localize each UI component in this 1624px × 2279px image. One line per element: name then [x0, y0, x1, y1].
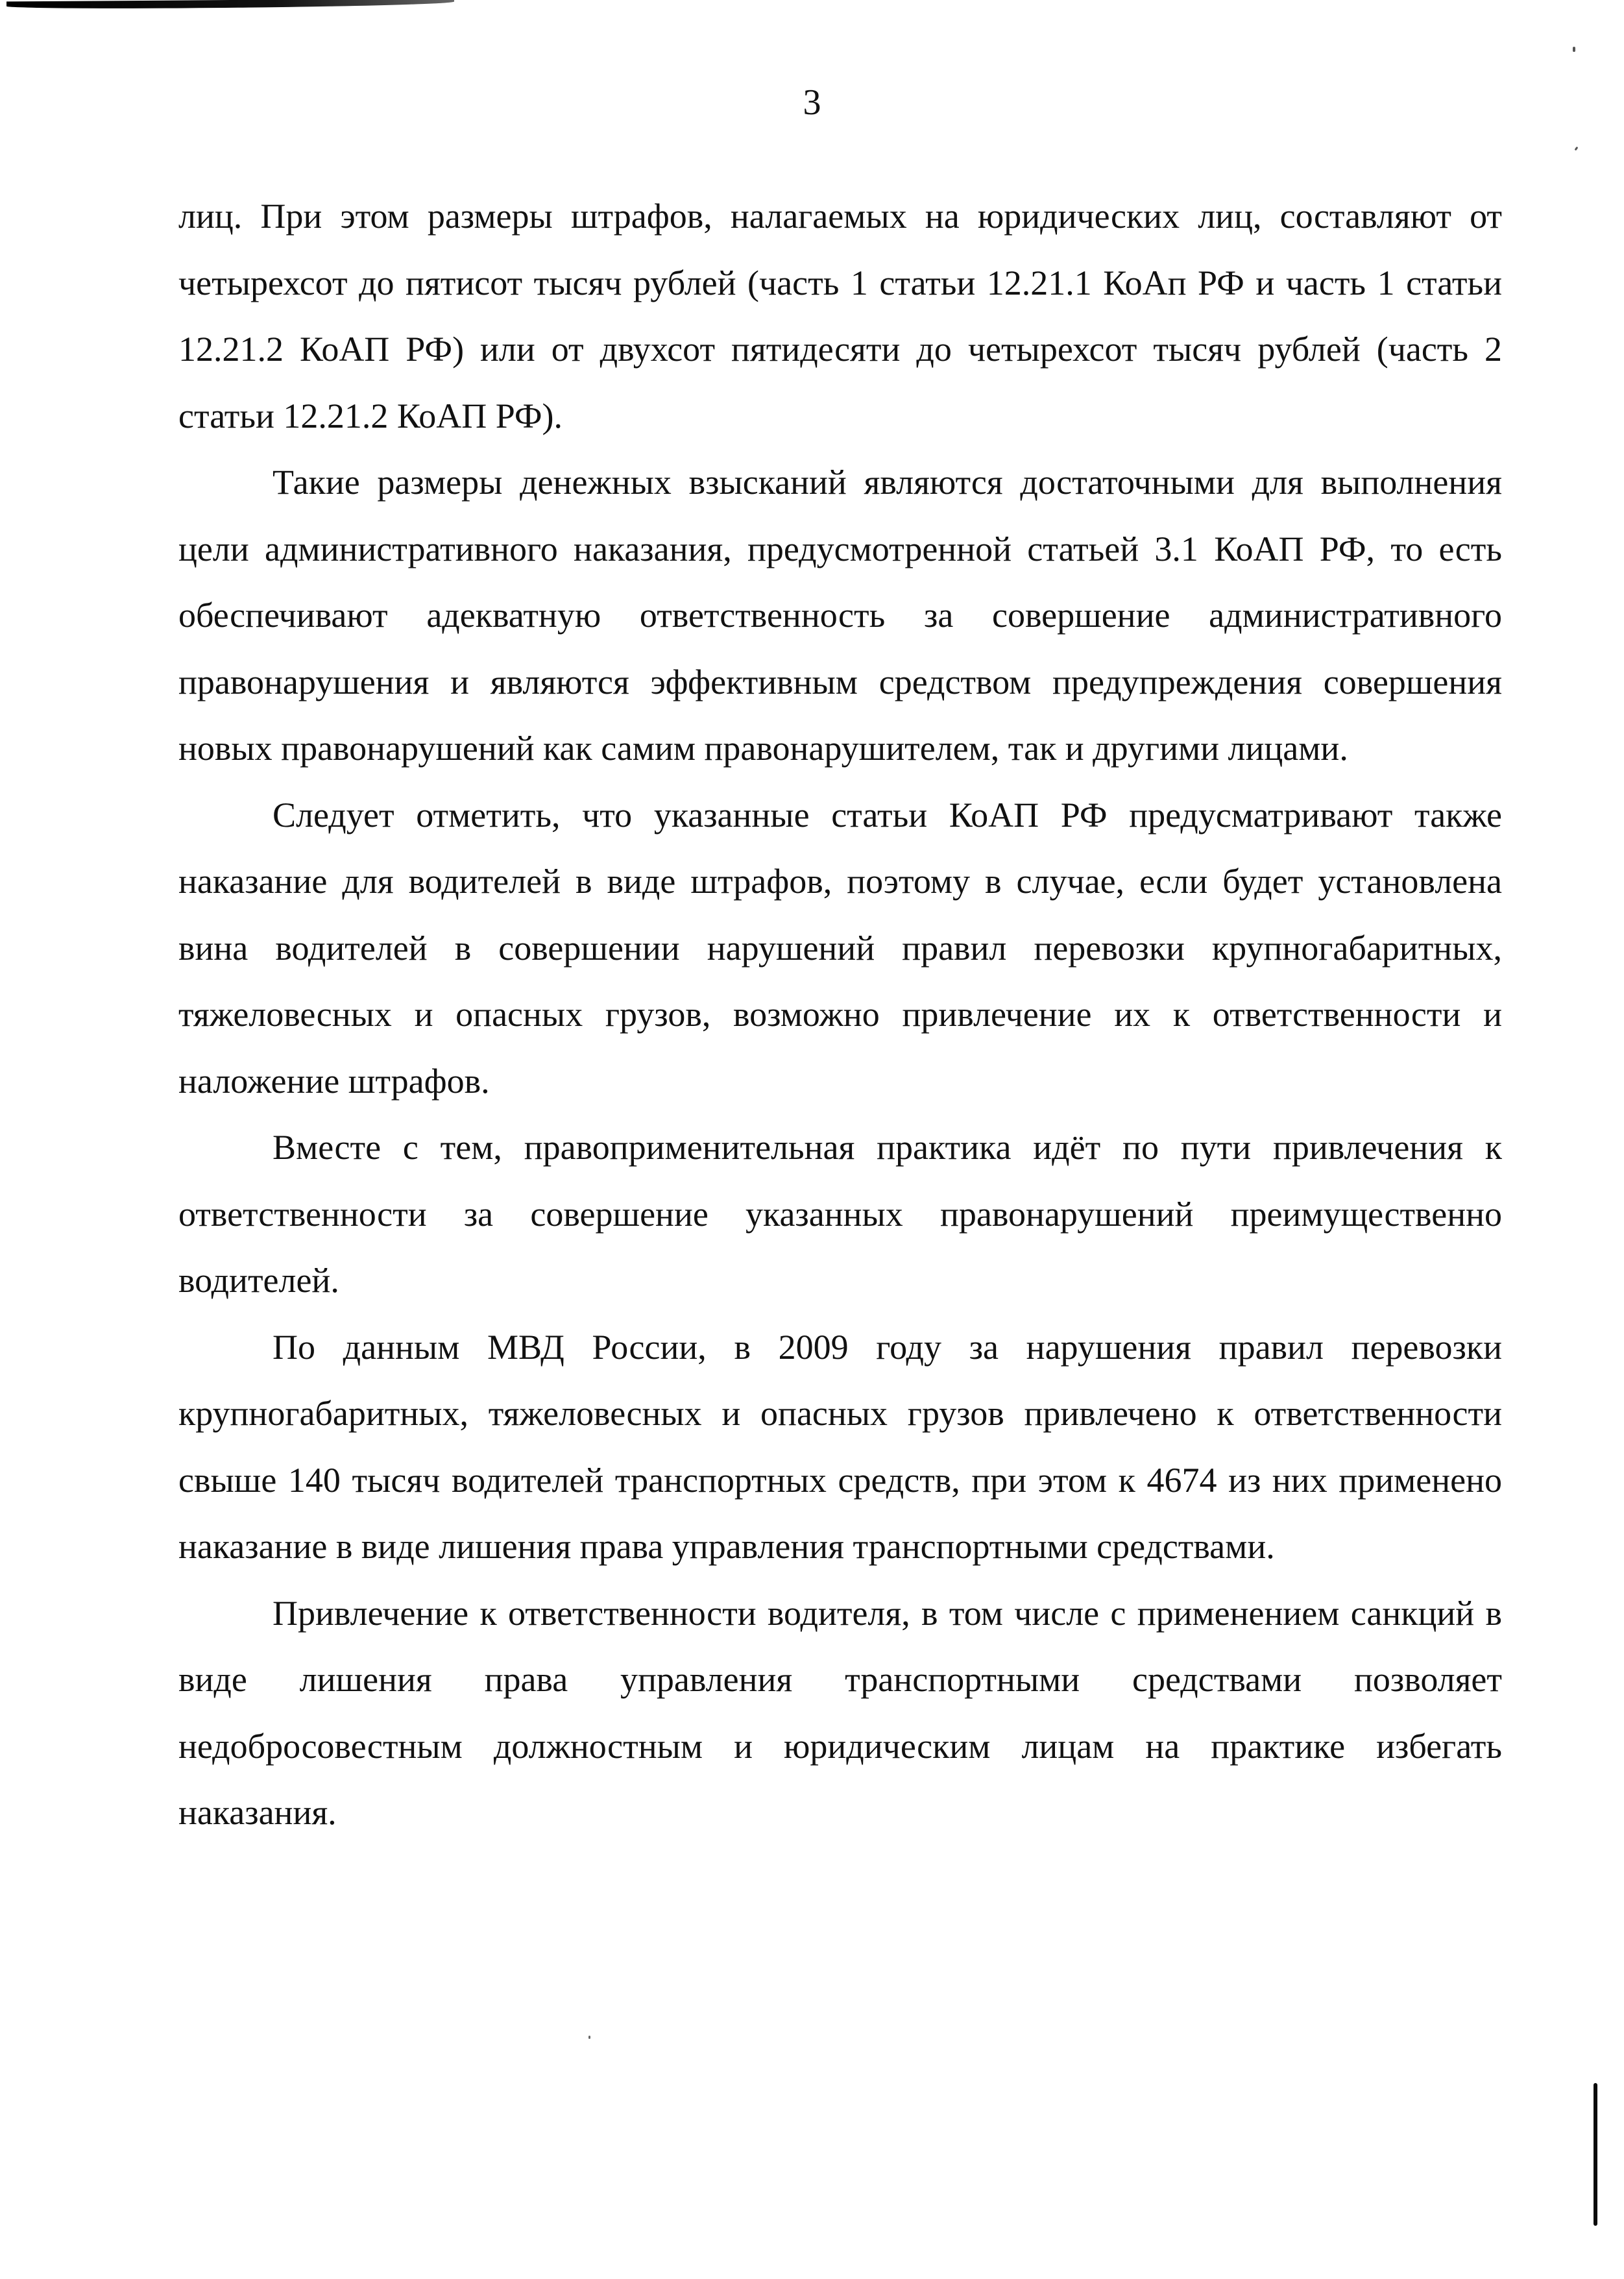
scan-artifact-speck: [1573, 47, 1575, 52]
paragraph-enforcement-practice: Вместе с тем, правоприменительная практика идёт по пути привлечения к ответственности за совершение указанных правонарушений преимущественно водителей.: [178, 1128, 1502, 1300]
paragraph-conclusion: Привлечение к ответственности водителя, в том числе с применением санкций в виде лишения права управления транспортными средствами позволяет недобросовестным должностным и юридическим лицам на практике избегать наказания.: [178, 1593, 1502, 1832]
paragraph-continuation: лиц. При этом размеры штрафов, налагаемых на юридических лиц, составляют от четырехсот до пятисот тысяч рублей (часть 1 статьи 12.21.1 КоАп РФ и часть 1 статьи 12.21.2 КоАП РФ) или от двухсот пятидесяти до четырехсот тысяч рублей (часть 2 статьи 12.21.2 КоАП РФ).: [178, 197, 1502, 435]
scan-artifact-speck: [588, 2036, 590, 2039]
page-number: 3: [803, 82, 821, 123]
paragraph-fine-adequacy: Такие размеры денежных взысканий являются достаточными для выполнения цели административного наказания, предусмотренной статьей 3.1 КоАП РФ, то есть обеспечивают адекватную ответственность за совершение административного правонарушения и являются эффективным средством предупреждения совершения новых правонарушений как самим правонарушителем, так и другими лицами.: [178, 463, 1502, 768]
paragraph-driver-penalties: Следует отметить, что указанные статьи КоАП РФ предусматривают также наказание для водителей в виде штрафов, поэтому в случае, если будет установлена вина водителей в совершении нарушений правил перевозки крупногабаритных, тяжеловесных и опасных грузов, возможно привлечение их к ответственности и наложение штрафов.: [178, 795, 1502, 1101]
document-body: [178, 183, 1502, 1846]
paragraph-mvd-statistics: По данным МВД России, в 2009 году за нарушения правил перевозки крупногабаритных, тяжеловесных и опасных грузов привлечено к ответственности свыше 140 тысяч водителей транспортных средств, при этом к 4674 из них применено наказание в виде лишения права управления транспортными средствами.: [178, 1327, 1502, 1566]
scan-artifact-right-edge: [1594, 2083, 1597, 2226]
scan-artifact-speck: [1575, 147, 1579, 151]
scan-artifact-top-stroke: [6, 0, 454, 9]
